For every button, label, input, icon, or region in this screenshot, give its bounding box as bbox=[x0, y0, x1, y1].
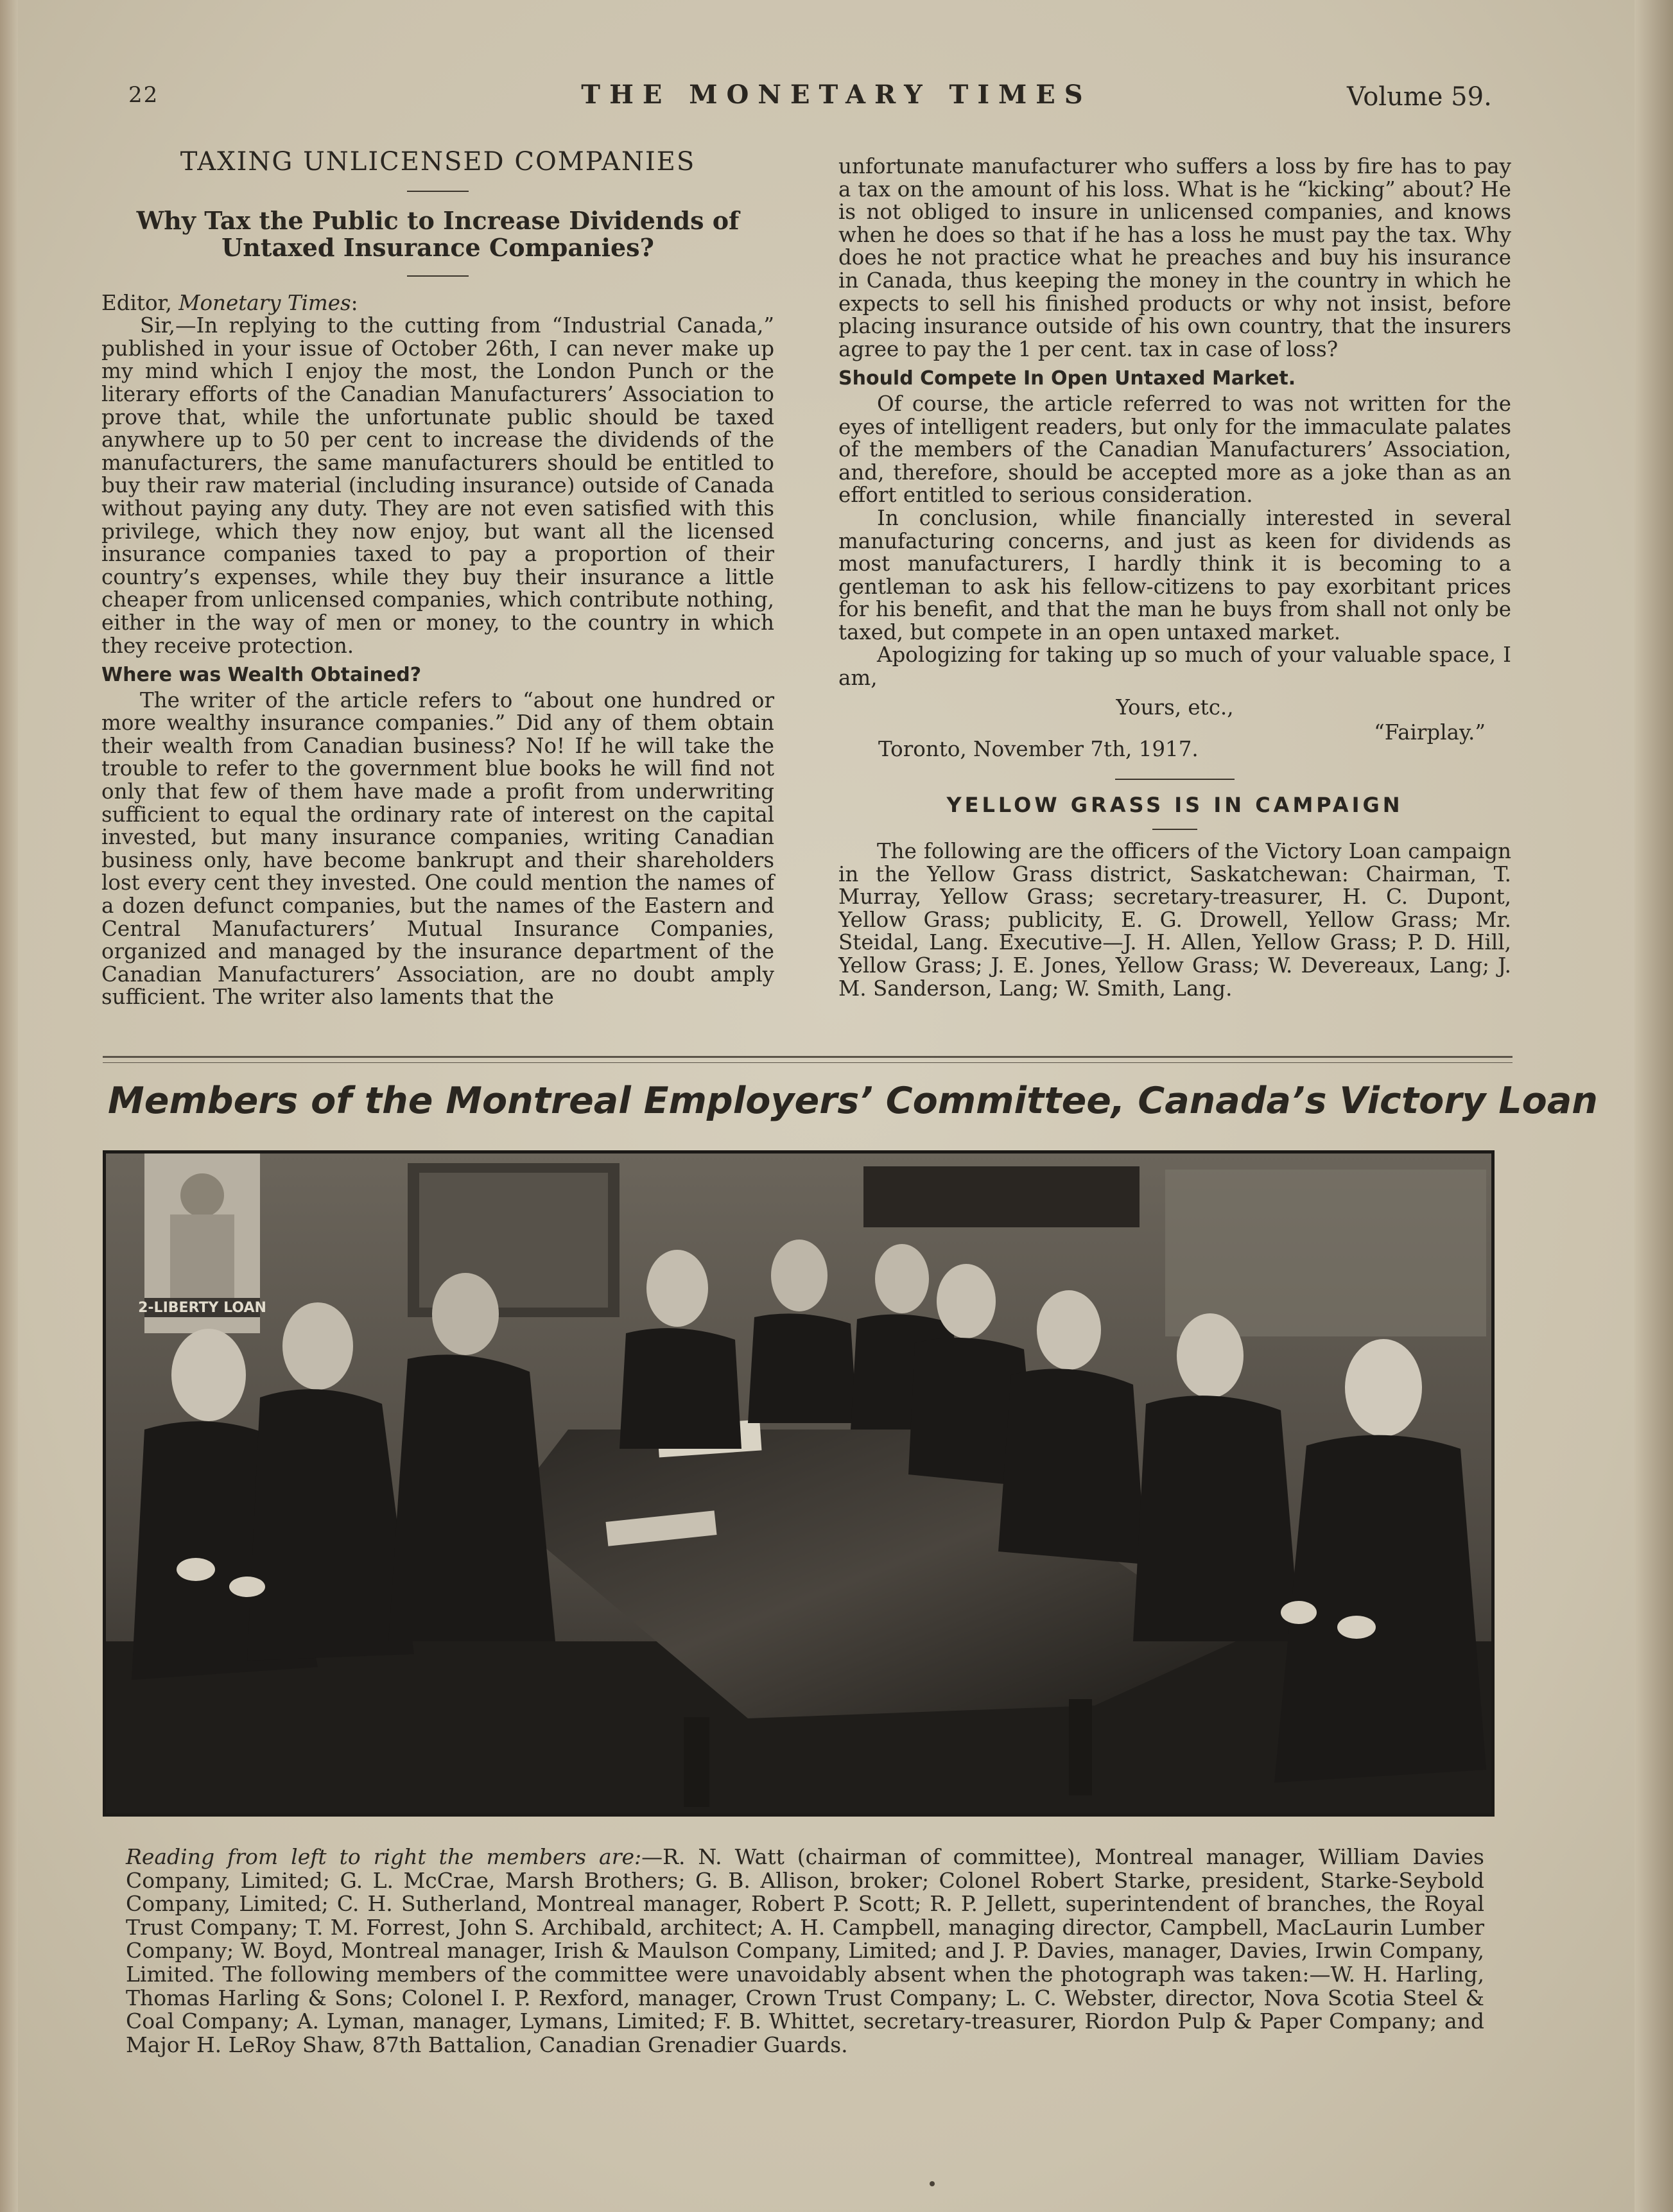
letter-dateline: Toronto, November 7th, 1917. bbox=[878, 736, 1199, 761]
letter-signature: “Fairplay.” bbox=[1374, 720, 1486, 745]
page-number: 22 bbox=[128, 82, 159, 108]
subtitle-rule bbox=[407, 275, 469, 277]
yellow-grass-body: The following are the officers of the Victory Loan campaign in the Yellow Grass district, Saskatchewan: Chairman, T. Murray, Yellow Grass; secretary-treasurer, H. C. Dupont, Yellow Grass; publicity, E. G. Drowell, Yellow Grass; Mr. Steidal, Lang. Executive—J. H. Allen, Yellow Grass; P. D. Hill, Yellow Grass; J. E. Jones, Yellow Grass; W. Devereaux, Lang; J. M. Sanderson, Lang; W. Smith, Lang. bbox=[838, 839, 1511, 1001]
letter-paragraph-1: Sir,—In replying to the cutting from “Industrial Canada,” published in your issue of October 26th, I can never make up my mind which I enjoy the most, the London Punch or the literary efforts of the Canadian Manufacturers’ Association to prove that, while the unfortunate public should be taxed anywhere up to 50 per cent to increase the dividends of the manufacturers, the same manufacturers should be entitled to buy their raw material (including insurance) outside of Canada without paying any duty. They are not even satisfied with this privilege, which they now enjoy, but want all the licensed insurance companies taxed to pay a proportion of their country’s expenses, while they buy their insurance a little cheaper from unlicensed companies, which contribute nothing, either in the way of men or money, to the country in which they receive protection. bbox=[101, 313, 774, 658]
letter-paragraph-2: The writer of the article refers to “about one hundred or more wealthy insurance companies.” Did any of them obtain their wealth from Canadian business? No! If he will take the trouble to refer to the government blue books he will find not only that few of them have made a profit from underwriting sufficient to equal the ordinary rate of interest on the capital invested, but many insurance companies, writing Canadian business only, have become bankrupt and their shareholders lost every cent they invested. One could mention the names of a dozen defunct companies, but the names of the Eastern and Central Manufacturers’ Mutual Insurance Companies, organized and managed by the insurance department of the Canadian Manufacturers’ Association, are no doubt amply sufficient. The writer also laments that the bbox=[101, 687, 774, 1010]
photograph-image bbox=[106, 1154, 1491, 1813]
poster-text: 2-LIBERTY LOAN bbox=[138, 1300, 266, 1316]
yellow-grass-title: YELLOW GRASS IS IN CAMPAIGN bbox=[946, 793, 1403, 818]
section-separator-thin bbox=[103, 1062, 1513, 1063]
section-rule bbox=[1115, 779, 1235, 780]
volume-label: Volume 59. bbox=[1347, 82, 1492, 112]
title-rule bbox=[407, 191, 469, 192]
letter-column-left bbox=[101, 147, 774, 1010]
liberty-loan-poster bbox=[138, 1154, 266, 1333]
committee-photograph bbox=[103, 1150, 1495, 1817]
yellow-grass-rule bbox=[1152, 829, 1197, 830]
letter-title: TAXING UNLICENSED COMPANIES bbox=[180, 147, 696, 177]
letter-closing: Yours, etc., bbox=[1116, 695, 1234, 720]
caption-body: —R. N. Watt (chairman of committee), Montreal manager, William Davies Company, Limited; G. L. McCrae, Marsh Brothers; G. B. Allison, broker; Colonel Robert Starke, president, Starke-Seybold Company, Limited; C. H. Sutherland, Montreal manager, Robert P. Scott; R. P. Jellett, superintendent of branches, the Royal Trust Company; T. M. Forrest, John S. Archibald, architect; A. H. Campbell, managing director, Campbell, MacLaurin Lumber Company; W. Boyd, Montreal manager, Irish & Maulson Company, Limited; and J. P. Davies, manager, Davies, Irwin Company, Limited. The following members of the committee were unavoidably absent when the photograph was taken:—W. H. Harling, Thomas Harling & Sons; Colonel I. P. Rexford, manager, Crown Trust Company; L. C. Webster, director, Nova Scotia Steel & Coal Company; A. Lyman, manager, Lymans, Limited; F. B. Whittet, secretary-treasurer, Riordon Pulp & Paper Company; and Major H. LeRoy Shaw, 87th Battalion, Canadian Grenadier Guards. bbox=[126, 1844, 1484, 2057]
caption-lead: Reading from left to right the members are: bbox=[126, 1844, 642, 1869]
salutation-suffix: : bbox=[351, 290, 358, 315]
masthead: THE MONETARY TIMES bbox=[581, 80, 1092, 110]
letter-paragraph-3: unfortunate manufacturer who suffers a loss by fire has to pay a tax on the amount of his loss. What is he “kicking” about? He is not obliged to insure in unlicensed companies, and knows when he does so that if he has a loss he must pay the tax. Why does he not practice what he preaches and buy his insurance in Canada, thus keeping the money in the country in which he expects to sell his finished products or why not insist, before placing insurance outside of his own country, that the insurers agree to pay the 1 per cent. tax in case of loss? bbox=[838, 154, 1511, 361]
salutation-paper: Monetary Times bbox=[178, 290, 351, 315]
page-mark bbox=[930, 2181, 935, 2186]
page-edge-left bbox=[0, 0, 18, 2212]
letter-paragraph-5: In conclusion, while financially interested in several manufacturing concerns, and just as keen for dividends as most manufacturers, I hardly think it is becoming to a gentleman to ask his fellow-citizens to pay exorbitant prices for his benefit, and that the man he buys from shall not only be taxed, but compete in an open untaxed market. bbox=[838, 505, 1511, 644]
heading-wealth: Where was Wealth Obtained? bbox=[101, 664, 422, 687]
salutation-prefix: Editor, bbox=[101, 290, 179, 315]
salutation bbox=[101, 292, 774, 315]
letter-subtitle: Why Tax the Public to Increase Dividends of Untaxed Insurance Companies? bbox=[136, 205, 740, 262]
page-edge-right bbox=[1634, 0, 1673, 2212]
letter-column-right bbox=[838, 155, 1511, 1000]
section-separator bbox=[103, 1056, 1513, 1058]
letter-paragraph-4: Of course, the article referred to was not written for the eyes of intelligent readers, but only for the immaculate palates of the members of the Canadian Manufacturers’ Association, and, therefore, should be accepted more as a joke than as an effort entitled to serious consideration. bbox=[838, 391, 1511, 508]
letter-paragraph-6: Apologizing for taking up so much of your valuable space, I am, bbox=[838, 643, 1511, 691]
photo-caption bbox=[126, 1845, 1484, 2057]
heading-compete: Should Compete In Open Untaxed Market. bbox=[838, 367, 1296, 390]
feature-title: Members of the Montreal Employers’ Committee, Canada’s Victory Loan bbox=[108, 1080, 1598, 1122]
